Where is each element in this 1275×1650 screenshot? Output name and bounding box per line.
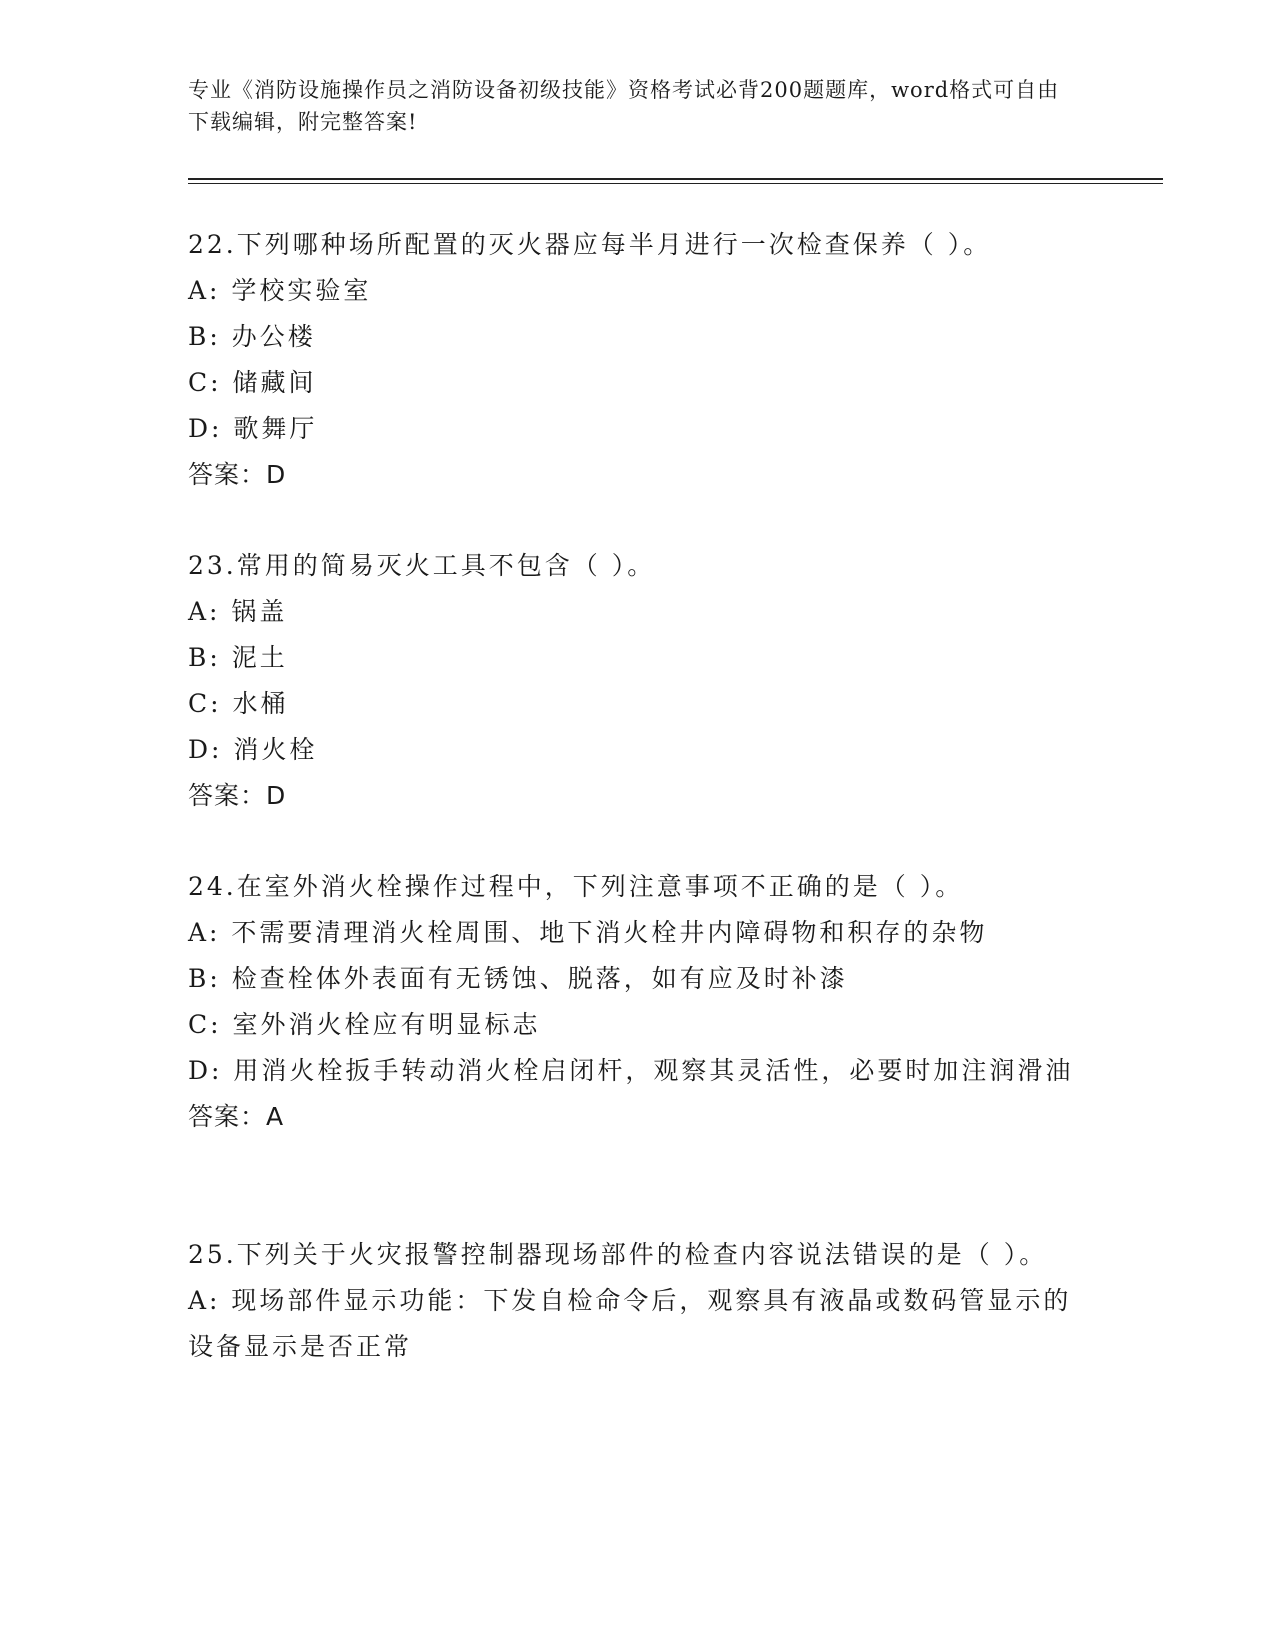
- option-d: D: 歌舞厅: [188, 414, 318, 443]
- option-d: D: 用消火栓扳手转动消火栓启闭杆，观察其灵活性，必要时加注润滑油: [188, 1056, 1074, 1085]
- option-d: D: 消火栓: [188, 735, 318, 764]
- answer-line: 答案：A: [188, 1102, 285, 1131]
- option-c: C: 室外消火栓应有明显标志: [188, 1010, 541, 1039]
- question-24: [188, 864, 1078, 1140]
- option-c: C: 储藏间: [188, 368, 317, 397]
- option-a: A: 现场部件显示功能：下发自检命令后，观察具有液晶或数码管显示的设备显示是否正常: [188, 1286, 1072, 1361]
- question-25: [188, 1232, 1078, 1370]
- question-stem: 23.常用的简易灭火工具不包含（ ）。: [188, 551, 656, 580]
- answer-line: 答案：D: [188, 781, 287, 810]
- header-rule-thick: [188, 178, 1163, 180]
- option-b: B: 泥土: [188, 643, 288, 672]
- question-23: [188, 543, 1078, 819]
- option-a: A: 锅盖: [188, 597, 288, 626]
- answer-line: 答案：D: [188, 460, 287, 489]
- question-stem: 24.在室外消火栓操作过程中，下列注意事项不正确的是（ ）。: [188, 872, 964, 901]
- question-stem: 25.下列关于火灾报警控制器现场部件的检查内容说法错误的是（ ）。: [188, 1240, 1048, 1269]
- question-stem: 22.下列哪种场所配置的灭火器应每半月进行一次检查保养（ ）。: [188, 230, 992, 259]
- option-a: A: 学校实验室: [188, 276, 372, 305]
- option-c: C: 水桶: [188, 689, 289, 718]
- header-rule-thin: [188, 183, 1163, 184]
- option-b: B: 办公楼: [188, 322, 316, 351]
- question-22: [188, 222, 1078, 498]
- document-header: 专业《消防设施操作员之消防设备初级技能》资格考试必背200题题库，word格式可自由下载编辑，附完整答案!: [188, 78, 1060, 134]
- option-a: A: 不需要清理消火栓周围、地下消火栓井内障碍物和积存的杂物: [188, 918, 988, 947]
- option-b: B: 检查栓体外表面有无锈蚀、脱落，如有应及时补漆: [188, 964, 848, 993]
